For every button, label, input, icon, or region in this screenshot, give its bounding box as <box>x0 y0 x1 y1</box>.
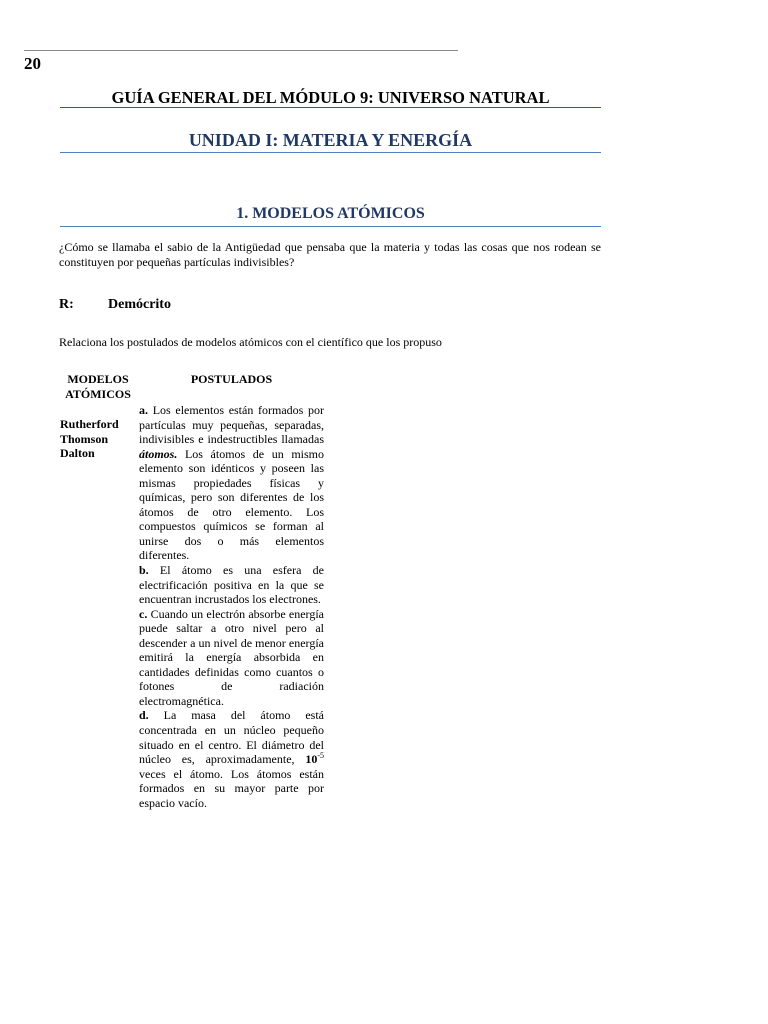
unit-title: UNIDAD I: MATERIA Y ENERGÍA <box>188 130 473 150</box>
postulate-exponent: -5 <box>317 751 324 761</box>
guide-title: GUÍA GENERAL DEL MÓDULO 9: UNIVERSO NATURAL <box>111 88 550 107</box>
scientist-name: Thomson <box>60 431 109 446</box>
postulate-highlight: átomos. <box>139 446 178 461</box>
postulate-text: Los átomos de un mismo elemento son idénticos y poseen las mismas propiedades físicas y químicas, pero son diferentes de los átomos de otro elemento. Los compuestos químicos se forman al unirse dos o más elementos diferentes. <box>139 446 325 563</box>
postulate-label: d. <box>139 708 149 723</box>
scientist-name: Rutherford <box>60 417 119 431</box>
postulate-label: b. <box>139 563 149 578</box>
top-rule <box>24 50 458 51</box>
scientist-name: Dalton <box>60 446 95 460</box>
postulate-text: El átomo es una esfera de electrificación positiva en la que se encuentran incrustados los electrones. <box>139 563 325 607</box>
instruction-text: Relaciona los postulados de modelos atómicos con el científico que los propuso <box>59 335 442 349</box>
postulate-text: Cuando un electrón absorbe energía puede saltar a otro nivel pero al descender a un nivel de menor energía emitirá la energía absorbida en cantidades definidas como cuantos o fotones de radiación electromagnética. <box>139 606 325 708</box>
postulate-label: a. <box>139 403 148 417</box>
section-divider <box>60 226 601 227</box>
postulate-d <box>139 708 324 810</box>
postulate-text: veces el átomo. Los átomos están formados en su mayor parte por espacio vacío. <box>139 766 324 810</box>
postulate-a <box>139 403 324 563</box>
postulate-c <box>139 607 324 709</box>
section-title: 1. MODELOS ATÓMICOS <box>236 205 425 222</box>
postulate-value: 10 <box>305 752 318 767</box>
column-header-models: MODELOS ATÓMICOS <box>65 372 131 401</box>
postulate-text: La masa del átomo está concentrada en un núcleo pequeño situado en el centro. El diámetro del núcleo es, aproximadamente, <box>139 708 324 767</box>
page-number: 20 <box>24 54 41 73</box>
postulate-text: Los elementos están formados por partículas muy pequeñas, separadas, indivisibles e indestructibles llamadas <box>139 403 325 447</box>
answer-label: R: <box>59 297 74 312</box>
column-header-postulates: POSTULADOS <box>190 372 273 386</box>
postulates-list <box>139 403 324 810</box>
title-divider <box>60 107 601 108</box>
postulate-label: c. <box>139 606 148 621</box>
answer-value: Demócrito <box>108 297 171 312</box>
unit-divider <box>60 152 601 153</box>
scientist-list <box>60 417 119 461</box>
question-text: ¿Cómo se llamaba el sabio de la Antigüedad que pensaba que la materia y todas las cosas que nos rodean se constituyen por pequeñas partículas indivisibles? <box>59 240 601 269</box>
postulate-b <box>139 563 324 607</box>
